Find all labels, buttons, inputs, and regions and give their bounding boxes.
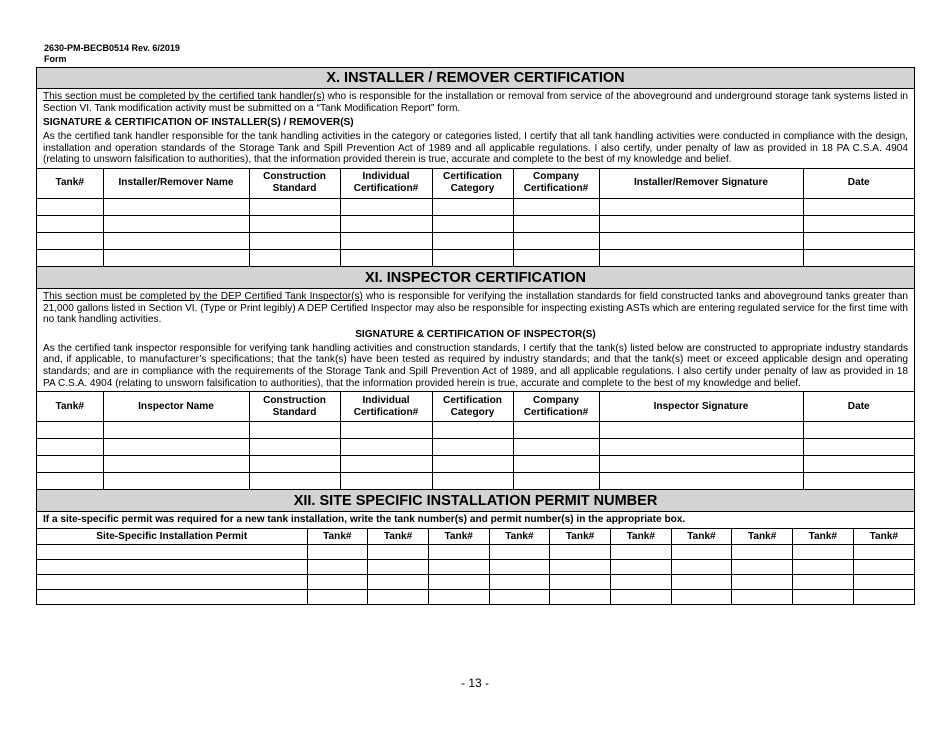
cell[interactable] [432,249,513,266]
section-11-intro-underlined: This section must be completed by the DEP Certified Tank Inspector(s) [43,290,363,302]
cell[interactable] [853,560,914,575]
cell[interactable] [37,232,103,249]
section-12-title: XII. SITE SPECIFIC INSTALLATION PERMIT NUMBER [37,490,914,512]
col-signature: Inspector Signature [599,392,803,422]
cell[interactable] [249,215,340,232]
cell[interactable] [37,215,103,232]
section-11-statement: As the certified tank inspector responsible for verifying tank handling activities and construction standards, I certify that the tank(s) listed below are constructed to appropriate industry standards and, if applicable, to manufacturer’s specifications; that the tank(s) have been tested as required by industry standards; and that the tank(s) meet or exceed applicable design and operating standards; and are in compliance with the requirements of the Storage Tank and Spill Prevention Act of 1989, and all applicable regulations. I also certify under penalty of law as provided in 18 PA C.S.A. 4904 (relating to unsworn falsification to authorities), that the information provided herein is true, accurate and complete to the best of my knowledge and belief. [43,342,908,389]
col-tank: Tank# [428,529,489,545]
cell[interactable] [249,249,340,266]
cell[interactable] [340,456,432,473]
cell[interactable] [610,545,671,560]
col-signature: Installer/Remover Signature [599,168,803,198]
cell[interactable] [610,575,671,590]
inspector-table-header [37,392,914,422]
cell[interactable] [793,545,854,560]
installer-table-header [37,168,914,198]
cell[interactable] [37,456,103,473]
cell[interactable] [732,545,793,560]
cell[interactable] [599,439,803,456]
table-row [37,215,914,232]
cell[interactable] [340,422,432,439]
col-date: Date [803,392,914,422]
table-row [37,439,914,456]
section-11-title: XI. INSPECTOR CERTIFICATION [37,267,914,289]
col-cert-category: Certification Category [432,392,513,422]
cell[interactable] [368,575,429,590]
col-tank: Tank# [489,529,550,545]
cell[interactable] [103,249,249,266]
section-10-subhead: SIGNATURE & CERTIFICATION OF INSTALLER(S) / REMOVER(S) [43,117,354,129]
cell[interactable] [599,456,803,473]
cell[interactable] [803,473,914,490]
cell[interactable] [340,198,432,215]
installer-table [37,168,914,267]
cell[interactable] [340,215,432,232]
form-label: Form [44,54,67,64]
cell[interactable] [599,473,803,490]
col-individual-cert: Individual Certification# [340,168,432,198]
cell[interactable] [249,422,340,439]
cell[interactable] [37,439,103,456]
cell[interactable] [671,575,732,590]
col-installer-name: Installer/Remover Name [103,168,249,198]
cell[interactable] [671,545,732,560]
cell[interactable] [368,560,429,575]
cell[interactable] [793,590,854,605]
cell[interactable] [803,439,914,456]
section-11-subhead: SIGNATURE & CERTIFICATION OF INSPECTOR(S) [355,328,596,340]
table-row [37,249,914,266]
cell[interactable] [249,439,340,456]
cell[interactable] [671,560,732,575]
cell[interactable] [432,215,513,232]
cell[interactable] [103,198,249,215]
cell[interactable] [340,249,432,266]
table-row [37,590,914,605]
table-row [37,560,914,575]
col-tank: Tank# [550,529,611,545]
cell[interactable] [513,456,599,473]
cell[interactable] [432,232,513,249]
col-inspector-name: Inspector Name [103,392,249,422]
cell[interactable] [340,473,432,490]
col-permit: Site-Specific Installation Permit [37,529,307,545]
section-10-intro-rest: who is responsible for the installation or removal from service of the aboveground and underground storage tank systems listed in Section VI. Tank modification activity must be submitted on a “Tank Modification Report” form. [43,91,909,114]
cell[interactable] [513,232,599,249]
section-10-title: X. INSTALLER / REMOVER CERTIFICATION [37,68,914,89]
cell[interactable] [37,575,307,590]
cell[interactable] [599,215,803,232]
cell[interactable] [732,575,793,590]
cell[interactable] [307,590,368,605]
cell[interactable] [732,590,793,605]
cell[interactable] [340,232,432,249]
cell[interactable] [513,215,599,232]
cell[interactable] [853,545,914,560]
form-code: 2630-PM-BECB0514 Rev. 6/2019 [44,43,180,53]
table-row [37,198,914,215]
cell[interactable] [249,456,340,473]
col-tank: Tank# [853,529,914,545]
section-12-note: If a site-specific permit was required for a new tank installation, write the tank number(s) and permit number(s) in the appropriate box. [43,514,686,526]
col-construction-standard: Construction Standard [249,168,340,198]
inspector-table [37,391,914,490]
cell[interactable] [853,575,914,590]
col-company-cert: Company Certification# [513,392,599,422]
permit-table [37,528,914,605]
cell[interactable] [432,456,513,473]
cell[interactable] [37,473,103,490]
cell[interactable] [428,590,489,605]
cell[interactable] [599,422,803,439]
col-tank: Tank# [37,392,103,422]
cell[interactable] [368,590,429,605]
form-header [44,43,180,65]
cell[interactable] [432,422,513,439]
col-tank: Tank# [793,529,854,545]
section-10-statement: As the certified tank handler responsible for the tank handling activities in the category or categories listed, I certify that all tank handling activities were conducted in compliance with the design, installation and operation standards of the Storage Tank and Spill Prevention Act of 1989 and all applicable regulations. I also certify, under penalty of law as provided in 18 PA C.S.A. 4904 (relating to unsworn falsification to authorities), that the information provided therein is true, accurate and complete to the best of my knowledge and belief. [43,131,908,166]
cell[interactable] [368,545,429,560]
cell[interactable] [671,590,732,605]
cell[interactable] [103,232,249,249]
cell[interactable] [732,560,793,575]
cell[interactable] [489,575,550,590]
cell[interactable] [853,590,914,605]
cell[interactable] [37,198,103,215]
col-tank: Tank# [307,529,368,545]
table-row [37,232,914,249]
col-company-cert: Company Certification# [513,168,599,198]
cell[interactable] [793,560,854,575]
cell[interactable] [37,560,307,575]
col-tank: Tank# [732,529,793,545]
cell[interactable] [340,439,432,456]
cell[interactable] [428,560,489,575]
col-date: Date [803,168,914,198]
cell[interactable] [550,575,611,590]
page-number: - 13 - [460,676,489,690]
cell[interactable] [550,545,611,560]
col-tank: Tank# [37,168,103,198]
col-tank: Tank# [368,529,429,545]
cell[interactable] [37,249,103,266]
cell[interactable] [803,249,914,266]
cell[interactable] [489,545,550,560]
cell[interactable] [103,473,249,490]
cell[interactable] [249,198,340,215]
cell[interactable] [307,560,368,575]
cell[interactable] [803,215,914,232]
cell[interactable] [599,232,803,249]
cell[interactable] [610,560,671,575]
cell[interactable] [610,590,671,605]
cell[interactable] [803,456,914,473]
section-10-intro [37,89,914,114]
cell[interactable] [37,590,307,605]
cell[interactable] [803,198,914,215]
cell[interactable] [513,439,599,456]
col-individual-cert: Individual Certification# [340,392,432,422]
cell[interactable] [103,439,249,456]
cell[interactable] [803,422,914,439]
cell[interactable] [513,473,599,490]
cell[interactable] [432,473,513,490]
cell[interactable] [550,560,611,575]
cell[interactable] [432,198,513,215]
cell[interactable] [428,575,489,590]
section-10-intro-underlined: This section must be completed by the certified tank handler(s) [43,91,325,102]
table-row [37,456,914,473]
cell[interactable] [37,545,307,560]
cell[interactable] [249,473,340,490]
cell[interactable] [428,545,489,560]
cell[interactable] [599,249,803,266]
cell[interactable] [803,232,914,249]
cell[interactable] [103,422,249,439]
cell[interactable] [103,215,249,232]
section-11-intro-rest: who is responsible for verifying the installation standards for field constructed tanks and aboveground tanks greater than 21,000 gallons listed in Section VI. (Type or Print legibly) A DEP Certified Inspector may also be responsible for inspecting existing ASTs which are entering regulated service for the first time with no tank handling activities. [43,290,908,326]
cell[interactable] [432,439,513,456]
cell[interactable] [307,545,368,560]
table-row [37,575,914,590]
col-cert-category: Certification Category [432,168,513,198]
cell[interactable] [550,590,611,605]
permit-table-header [37,529,914,545]
section-11-intro [37,289,914,326]
cell[interactable] [249,232,340,249]
table-row [37,473,914,490]
cell[interactable] [103,456,249,473]
cell[interactable] [513,249,599,266]
table-row [37,545,914,560]
cell[interactable] [513,198,599,215]
cell[interactable] [513,422,599,439]
cell[interactable] [599,198,803,215]
col-construction-standard: Construction Standard [249,392,340,422]
cell[interactable] [37,422,103,439]
cell[interactable] [793,575,854,590]
col-tank: Tank# [671,529,732,545]
cell[interactable] [307,575,368,590]
table-row [37,422,914,439]
form-frame [36,67,915,605]
col-tank: Tank# [610,529,671,545]
cell[interactable] [489,560,550,575]
cell[interactable] [489,590,550,605]
